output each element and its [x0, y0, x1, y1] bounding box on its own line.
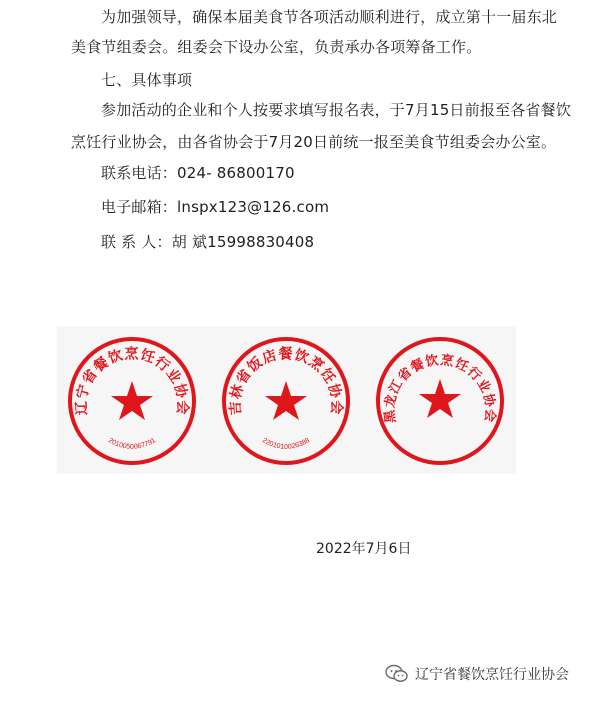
wechat-account-badge[interactable] [385, 663, 569, 685]
contact-email: 电子邮箱：lnspx123@126.com [101, 198, 330, 216]
svg-text:2201010026388 [261, 437, 311, 451]
seal-text: 辽宁省餐饮烹饪行业协会 [74, 347, 190, 416]
seal-text: 吉林省饭店餐饮烹饪协会 [228, 347, 344, 416]
wechat-account-name: 辽宁省餐饮烹饪行业协会 [415, 667, 569, 683]
liaoning-seal-icon [65, 334, 199, 468]
contact-person: 联 系 人：胡 斌15998830408 [101, 233, 315, 251]
paragraph-line: 参加活动的企业和个人按要求填写报名表，于7月15日前报至各省餐饮 [101, 101, 572, 119]
seal-code: 2010050067791 [106, 437, 158, 451]
seal-stamp [219, 334, 353, 468]
paragraph-line: 为加强领导，确保本届美食节各项活动顺利进行，成立第十一届东北 [101, 8, 558, 26]
section-heading: 七、具体事项 [101, 71, 193, 89]
document-date: 2022年7月6日 [316, 541, 412, 557]
seal-panel [57, 326, 516, 474]
heilongjiang-seal-icon [373, 334, 507, 468]
paragraph-line: 烹饪行业协会，由各省协会于7月20日前统一报至美食节组委会办公室。 [71, 133, 557, 151]
paragraph-line: 美食节组委会。组委会下设办公室，负责承办各项筹备工作。 [71, 38, 482, 56]
seal-code: 2201010026388 [260, 437, 312, 451]
seal-text: 黑龙江省餐饮烹饪行业协会 [381, 352, 499, 424]
seal-stamp [373, 334, 507, 468]
svg-text:2010050067791 [107, 437, 157, 451]
jilin-seal-icon [219, 334, 353, 468]
seal-stamp [65, 334, 199, 468]
contact-phone: 联系电话：024- 86800170 [101, 164, 295, 182]
wechat-icon [385, 664, 409, 684]
